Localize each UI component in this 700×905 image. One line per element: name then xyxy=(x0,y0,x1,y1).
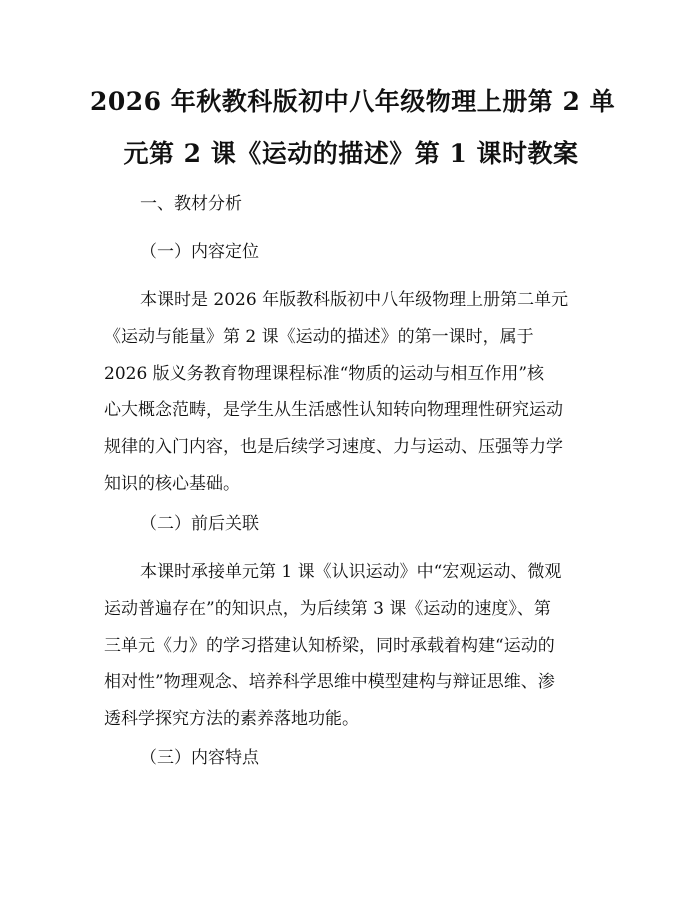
paragraph-line: 规律的入门内容，也是后续学习速度、力与运动、压强等力学 xyxy=(104,437,563,458)
paragraph-line: 心大概念范畴，是学生从生活感性认知转向物理理性研究运动 xyxy=(104,400,563,421)
paragraph-line: 知识的核心基础。 xyxy=(104,473,240,494)
paragraph-line: 2026 版义务教育物理课程标准“物质的运动与相互作用”核 xyxy=(104,363,545,384)
paragraph-line: 本课时是 2026 年版教科版初中八年级物理上册第二单元 xyxy=(140,290,569,310)
paragraph-line: 三单元《力》的学习搭建认知桥梁，同时承载着构建“运动的 xyxy=(104,635,555,656)
subsection-heading-content-features: （三）内容特点 xyxy=(140,748,259,768)
subsection-heading-before-after-relation: （二）前后关联 xyxy=(140,514,259,534)
document-title xyxy=(90,76,616,180)
paragraph-before-after-relation xyxy=(104,554,604,738)
paragraph-line: 《运动与能量》第 2 课《运动的描述》的第一课时，属于 xyxy=(104,326,534,347)
paragraph-content-positioning xyxy=(104,282,604,503)
subsection-heading-content-positioning: （一）内容定位 xyxy=(140,242,259,262)
paragraph-line: 相对性”物理观念、培养科学思维中模型建构与辩证思维、渗 xyxy=(104,672,555,693)
paragraph-line: 本课时承接单元第 1 课《认识运动》中“宏观运动、微观 xyxy=(140,562,562,582)
paragraph-line: 透科学探究方法的素养落地功能。 xyxy=(104,709,359,730)
title-line-2: 元第 2 课《运动的描述》第 1 课时教案 xyxy=(123,139,579,168)
paragraph-line: 运动普遍存在”的知识点，为后续第 3 课《运动的速度》、第 xyxy=(104,598,551,619)
title-line-1: 2026 年秋教科版初中八年级物理上册第 2 单 xyxy=(90,87,616,116)
section-heading-teaching-material-analysis: 一、教材分析 xyxy=(140,194,242,214)
